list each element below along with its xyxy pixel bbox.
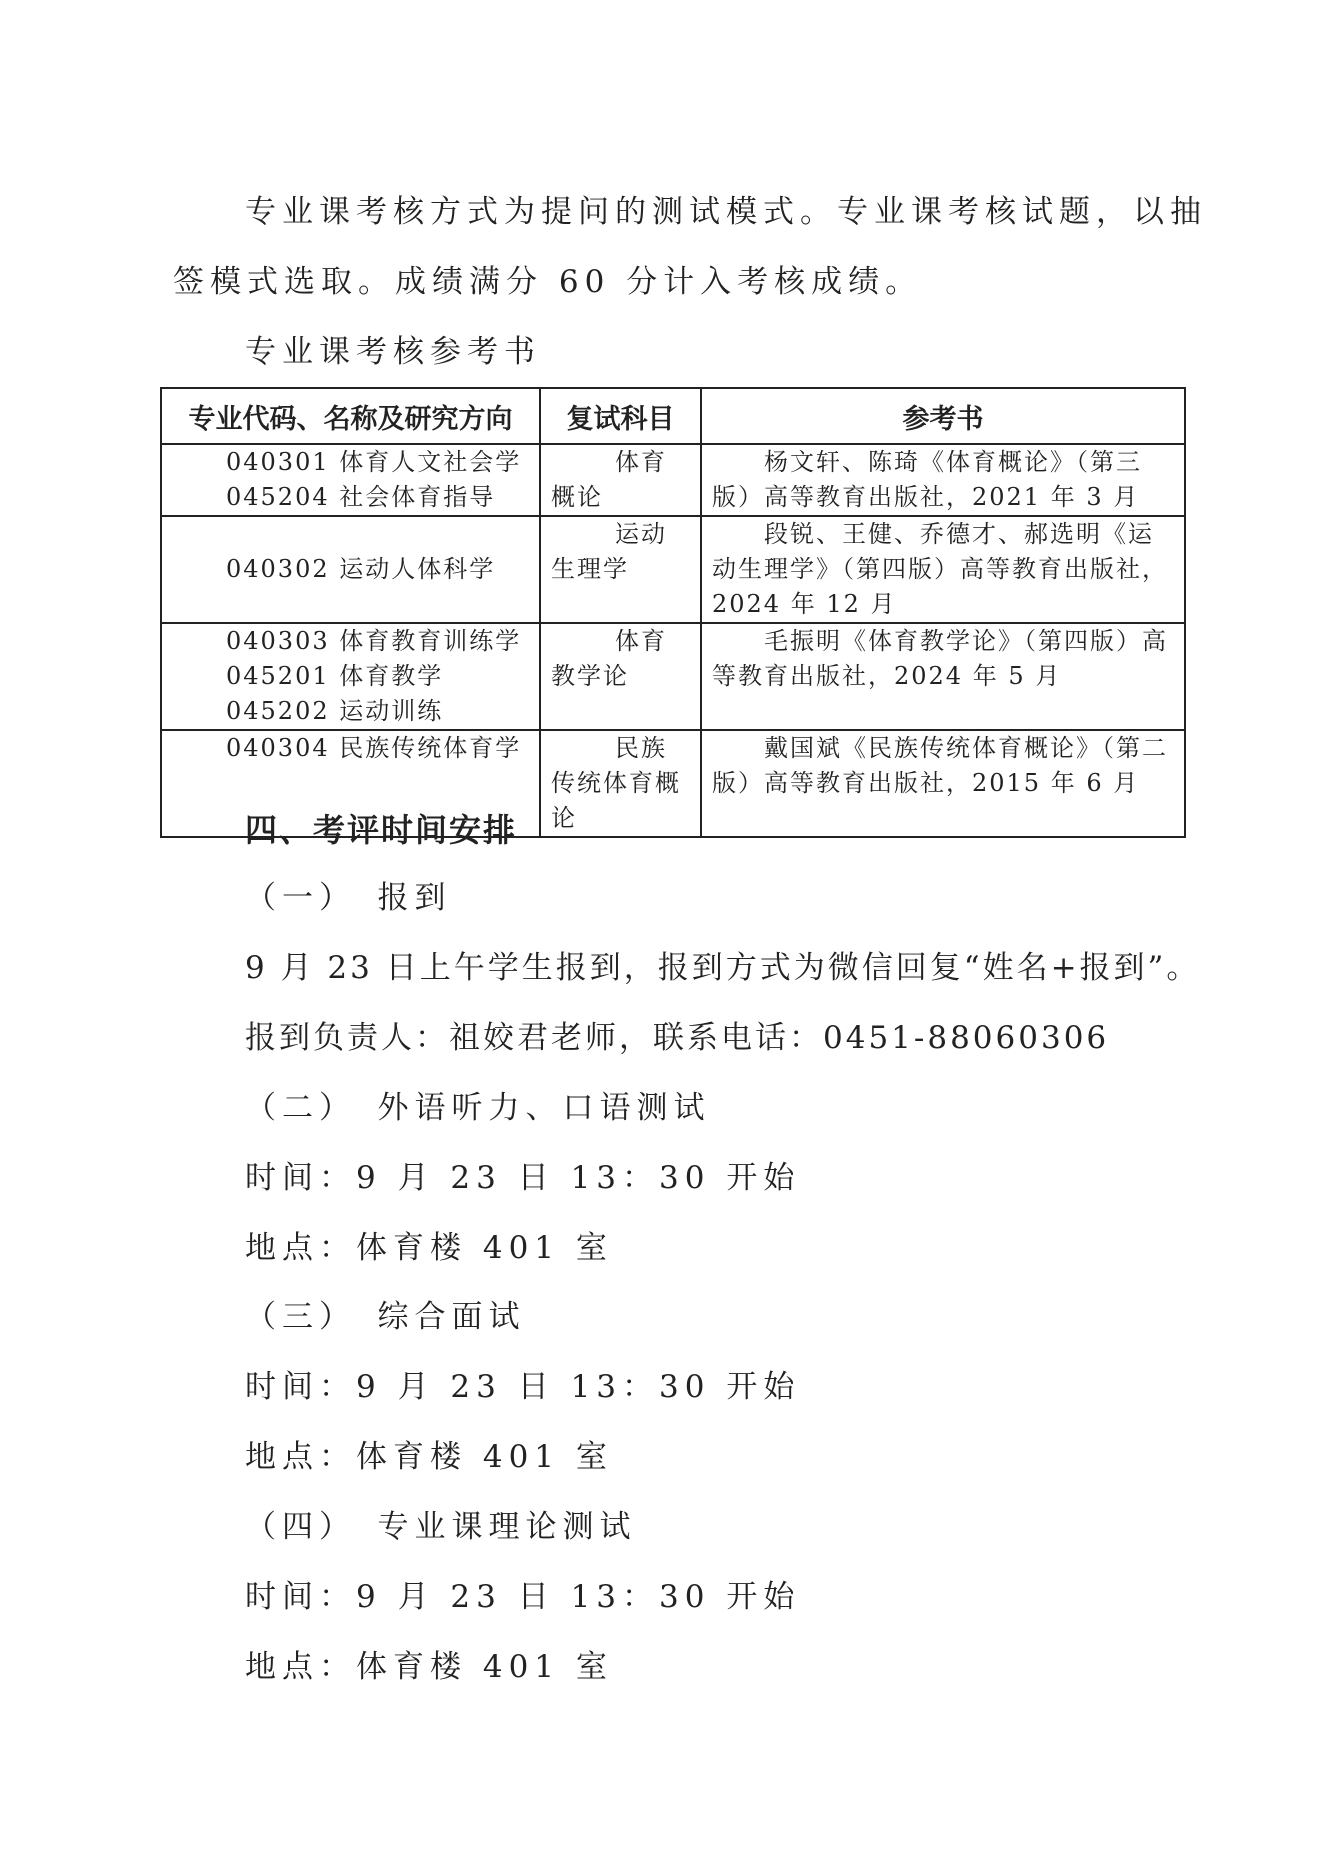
- header-major: 专业代码、名称及研究方向: [161, 388, 540, 444]
- table-header-row: [161, 388, 1185, 444]
- subject-cell: 运动生理学: [540, 516, 701, 623]
- major-entry: 040301 体育人文社会学: [226, 448, 522, 476]
- subject-cell: 民族传统体育概论: [540, 730, 701, 837]
- subsection-title: （二） 外语听力、口语测试: [245, 1090, 711, 1126]
- major-entry: 045201 体育教学: [226, 662, 444, 690]
- schedule-time: 时间：9 月 23 日 13：30 开始: [245, 1369, 801, 1405]
- schedule-time: 时间：9 月 23 日 13：30 开始: [245, 1579, 801, 1615]
- reference-book-cell: 段锐、王健、乔德才、郝选明《运动生理学》（第四版）高等教育出版社，2024 年 12 月: [701, 516, 1185, 623]
- major-entry: 040302 运动人体科学: [226, 555, 496, 583]
- subsection-title: （四） 专业课理论测试: [245, 1509, 637, 1545]
- major-cell: [161, 623, 540, 730]
- header-subject: 复试科目: [540, 388, 701, 444]
- table-row: [161, 444, 1185, 516]
- intro-line-1: 专业课考核方式为提问的测试模式。专业课考核试题，以抽: [245, 194, 1207, 230]
- reference-book-table: [160, 387, 1186, 838]
- subsection-title: （三） 综合面试: [245, 1299, 526, 1335]
- schedule-location: 地点：体育楼 401 室: [245, 1230, 613, 1266]
- subject-cell: 体育概论: [540, 444, 701, 516]
- checkin-instruction: 9 月 23 日上午学生报到，报到方式为微信回复“姓名+报到”。: [245, 950, 1201, 986]
- major-entry: 040304 民族传统体育学: [226, 734, 522, 762]
- major-entry: 045202 运动训练: [226, 697, 444, 725]
- subsection-title: （一） 报到: [245, 880, 452, 916]
- intro-line-2: 签模式选取。成绩满分 60 分计入考核成绩。: [173, 264, 923, 300]
- checkin-contact: 报到负责人：祖姣君老师，联系电话：0451-88060306: [245, 1020, 1110, 1056]
- header-reference-book: 参考书: [701, 388, 1185, 444]
- subject-cell: 体育教学论: [540, 623, 701, 730]
- major-cell: [161, 516, 540, 623]
- major-entry: 045204 社会体育指导: [226, 483, 496, 511]
- schedule-location: 地点：体育楼 401 室: [245, 1439, 613, 1475]
- reference-book-cell: 杨文轩、陈琦《体育概论》（第三版）高等教育出版社，2021 年 3 月: [701, 444, 1185, 516]
- major-entry: 040303 体育教育训练学: [226, 627, 522, 655]
- section-heading: 四、考评时间安排: [245, 811, 518, 849]
- table-row: [161, 516, 1185, 623]
- schedule-location: 地点：体育楼 401 室: [245, 1649, 613, 1685]
- major-cell: [161, 444, 540, 516]
- reference-book-cell: 戴国斌《民族传统体育概论》（第二版）高等教育出版社，2015 年 6 月: [701, 730, 1185, 837]
- table-row: [161, 623, 1185, 730]
- schedule-time: 时间：9 月 23 日 13：30 开始: [245, 1160, 801, 1196]
- reference-caption: 专业课考核参考书: [245, 334, 541, 370]
- reference-book-cell: 毛振明《体育教学论》（第四版）高等教育出版社，2024 年 5 月: [701, 623, 1185, 730]
